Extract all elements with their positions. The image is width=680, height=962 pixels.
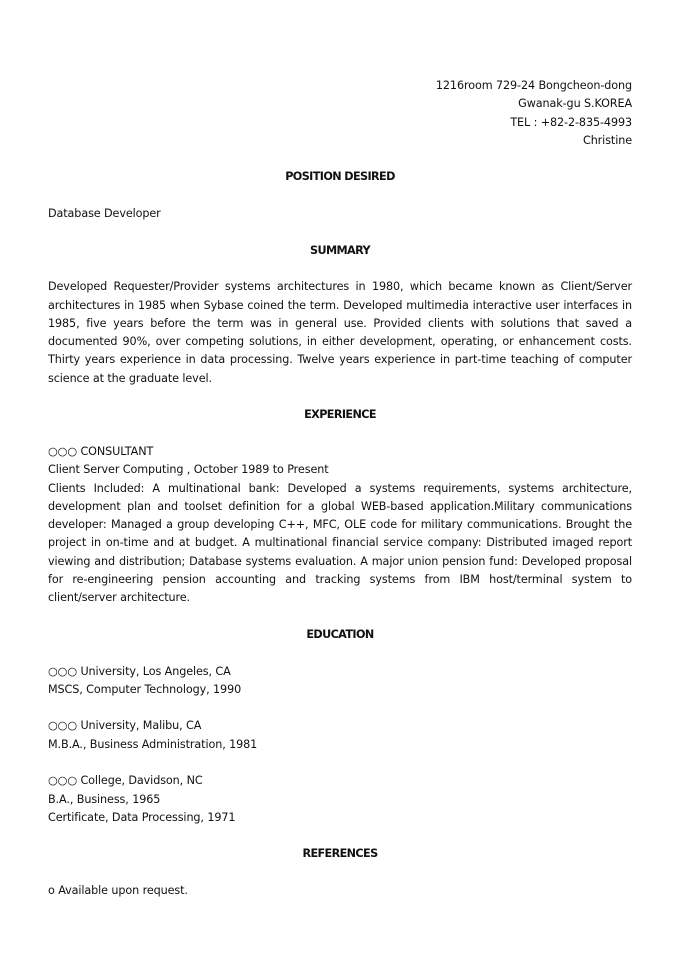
education-school: ○○○ University, Los Angeles, CA [48,664,231,678]
experience-heading: EXPERIENCE [304,408,376,422]
education-school: ○○○ University, Malibu, CA [48,719,202,733]
education-entry [48,717,632,754]
address-line-1: 1216room 729-24 Bongcheon-dong [435,79,632,92]
position-title: Database Developer [48,207,161,221]
education-entry [48,772,632,827]
experience-company: ○○○ CONSULTANT [48,444,154,458]
phone-number: TEL : +82-2-835-4993 [510,115,632,129]
experience-role: Client Server Computing , October 1989 to Present [48,463,329,477]
applicant-name: Christine [582,133,632,147]
education-heading: EDUCATION [306,627,374,641]
resume-page [48,77,632,900]
address-line-2: Gwanak-gu S.KOREA [518,97,632,111]
education-degree: MSCS, Computer Technology, 1990 [48,682,242,696]
summary-text: Developed Requester/Provider systems architectures in 1980, which became known as Client/Server architectures in 1985 when Sybase coined the term. Developed multimedia interactive user interfaces in 1985, five years before the term was in general use. Provided clients with solutions that saved a documented 90%, over competing solutions, in either development, operating, or enhancement costs. Thirty years experience in data processing. Twelve years experience in part-time teaching of computer science at the graduate level. [48,280,632,385]
contact-block [48,77,632,150]
references-text: o Available upon request. [48,884,188,898]
summary-heading: SUMMARY [310,243,370,257]
education-school: ○○○ College, Davidson, NC [48,774,203,788]
experience-details: Clients Included: A multinational bank: Developed a systems requirements, systems architecture, development plan and toolset definition for a global WEB-based application.Military communications developer: Managed a group developing C++, MFC, OLE code for military communications. Brought the project in on-time and at budget. A multinational financial service company: Distributed imaged report viewing and distribution; Database systems evaluation. A major union pension fund: Developed proposal for re-engineering pension accounting and tracking systems from IBM host/terminal system to client/server architecture. [48,481,632,605]
references-heading: REFERENCES [302,847,378,861]
position-heading: POSITION DESIRED [285,170,395,184]
education-degree: M.B.A., Business Administration, 1981 [48,737,258,751]
education-degree: B.A., Business, 1965 [48,792,161,806]
education-entry [48,663,632,700]
education-certificate: Certificate, Data Processing, 1971 [48,810,236,824]
